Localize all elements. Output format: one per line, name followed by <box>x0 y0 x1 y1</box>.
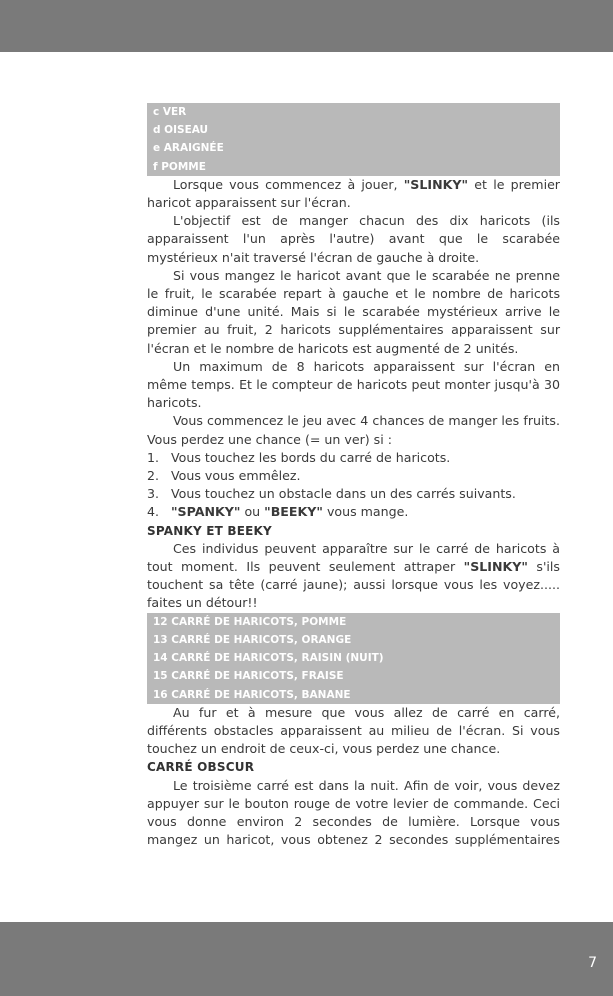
paragraph-text: Lorsque vous commencez à jouer, <box>173 176 404 192</box>
heading-spanky-beeky: SPANKY ET BEEKY <box>147 523 272 538</box>
list-item <box>147 467 560 485</box>
slinky-name: "SLINKY" <box>463 559 528 575</box>
list-text: Vous touchez un obstacle dans un des carrés suivants. <box>171 486 516 502</box>
square-item: 15 CARRÉ DE HARICOTS, FRAISE <box>153 670 344 683</box>
square-item: 14 CARRÉ DE HARICOTS, RAISIN (NUIT) <box>153 652 384 665</box>
paragraph-objective: L'objectif est de manger chacun des dix haricots (ils apparaissent l'un après l'autre) avant que le scarabée mystérieux n'ait traversé l'écran de gauche à droite. <box>147 213 560 265</box>
paragraph-start <box>147 176 560 212</box>
square-item: 13 CARRÉ DE HARICOTS, ORANGE <box>153 633 352 646</box>
lose-list <box>147 449 560 522</box>
paragraph-text: s'ils touchent sa tête (carré jaune); aussi lorsque vous les voyez..... faites un détour!! <box>147 559 560 611</box>
list-item <box>147 485 560 503</box>
page-number: 7 <box>588 955 597 971</box>
paragraph-beetle: Si vous mangez le haricot avant que le scarabée ne prenne le fruit, le scarabée repart à gauche et le nombre de haricots diminue d'une unité. Mais si le scarabée mystérieux arrive le premier au fruit, 2 haricots supplémentaires apparaissent sur l'écran et le nombre de haricots est augmenté de 2 unités. <box>147 267 560 356</box>
bottom-gray-band <box>0 922 613 996</box>
list-number: 1. <box>147 449 160 465</box>
list-item <box>147 503 560 521</box>
paragraph-chances: Vous commencez le jeu avec 4 chances de manger les fruits. Vous perdez une chance (= un ver) si : <box>147 413 560 447</box>
choices-box <box>147 103 560 176</box>
choice-item: f POMME <box>153 160 206 173</box>
choice-item: e ARAIGNÉE <box>153 142 224 155</box>
choice-item: d OISEAU <box>153 124 209 137</box>
list-item <box>147 449 560 467</box>
list-text: ou <box>240 504 265 520</box>
list-text: Vous vous emmêlez. <box>171 468 301 484</box>
paragraph-maximum: Un maximum de 8 haricots apparaissent sur l'écran en même temps. Et le compteur de haricots peut monter jusqu'à 30 haricots. <box>147 358 560 411</box>
choice-item: c VER <box>153 106 187 118</box>
heading-dark-square: CARRÉ OBSCUR <box>147 760 255 775</box>
list-number: 2. <box>147 468 160 484</box>
square-item: 16 CARRÉ DE HARICOTS, BANANE <box>153 688 351 701</box>
paragraph-obstacles: Au fur et à mesure que vous allez de carré en carré, différents obstacles apparaissent au milieu de l'écran. Si vous touchez un endroit de ceux-ci, vous perdez une chance. <box>147 704 560 757</box>
spanky-name: "SPANKY" <box>171 504 241 520</box>
list-number: 3. <box>147 486 160 502</box>
beeky-name: "BEEKY" <box>264 504 323 520</box>
square-item: 12 CARRÉ DE HARICOTS, POMME <box>153 615 347 628</box>
paragraph-text: Ces individus peuvent apparaître sur le carré de haricots à tout moment. Ils peuvent seulement attraper <box>147 540 560 575</box>
paragraph-spanky <box>147 540 560 613</box>
list-number: 4. <box>147 504 160 520</box>
squares-box <box>147 613 560 704</box>
paragraph-text: et le premier haricot apparaissent sur l'écran. <box>147 176 560 211</box>
page-content <box>147 103 560 849</box>
top-gray-band <box>0 0 613 52</box>
slinky-name: "SLINKY" <box>403 176 469 192</box>
list-text: Vous touchez les bords du carré de haricots. <box>171 449 451 465</box>
paragraph-dark-square: Le troisième carré est dans la nuit. Afin de voir, vous devez appuyer sur le bouton rouge de votre levier de commande. Ceci vous donne environ 2 secondes de lumière. Lorsque vous mangez un haricot, vous obtenez 2 secondes supplémentaires <box>147 777 560 848</box>
list-text: vous mange. <box>322 504 409 520</box>
